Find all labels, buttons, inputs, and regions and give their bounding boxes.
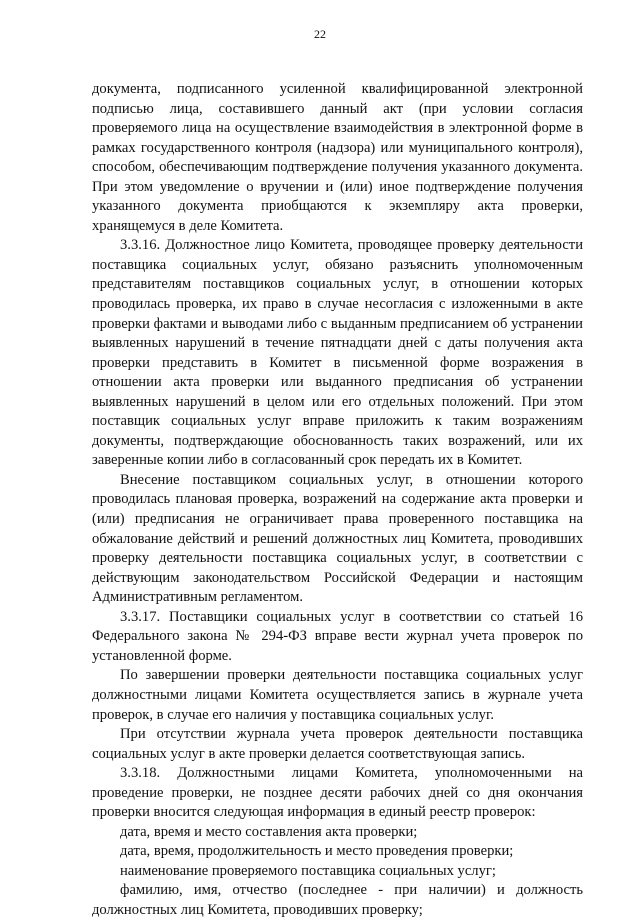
paragraph-no-journal: При отсутствии журнала учета проверок деятельности поставщика социальных услуг в акте проверки делается соответствующая запись.: [92, 726, 583, 762]
paragraph-continuation: документа, подписанного усиленной квалифицированной электронной подписью лица, составившего данный акт (при условии согласия проверяемого лица на осуществление взаимодействия в электронной форме в рамках государственного контроля (надзора) или муниципального контроля), способом, обеспечивающим подтверждение получения указанного документа. При этом уведомление о вручении и (или) иное подтверждение получения указанного документа приобщаются к экземпляру акта проверки, хранящемуся в деле Комитета.: [92, 81, 583, 234]
paragraph-3-3-16: 3.3.16. Должностное лицо Комитета, проводящее проверку деятельности поставщика социальных услуг, обязано разъяснить уполномоченным представителям поставщиков социальных услуг, в отношении которых проводилась проверка, их право в случае несогласия с изложенными в акте проверки фактами и выводами либо с выданным предписанием об устранении выявленных нарушений в течение пятнадцати дней с даты получения акта проверки представить в Комитет в письменной форме возражения в отношении акта проверки или выданного предписания об устранении выявленных нарушений в целом или его отдельных положений. При этом поставщик социальных услуг вправе приложить к таким возражениям документы, подтверждающие обоснованность таких возражений, или их заверенные копии либо в согласованный срок передать их в Комитет.: [92, 237, 583, 469]
list-item-act-date: дата, время и место составления акта проверки;: [120, 823, 418, 840]
paragraph-journal-entry: По завершении проверки деятельности поставщика социальных услуг должностными лицами Комитета осуществляется запись в журнале учета проверок, в случае его наличия у поставщика социальных услуг.: [92, 667, 583, 723]
list-item-provider-name: наименование проверяемого поставщика социальных услуг;: [120, 862, 496, 879]
page-number: 22: [314, 27, 326, 41]
list-item-officials: фамилию, имя, отчество (последнее - при наличии) и должность должностных лиц Комитета, проводивших проверку;: [92, 882, 583, 918]
paragraph-objections: Внесение поставщиком социальных услуг, в отношении которого проводилась плановая проверка, возражений на содержание акта проверки и (или) предписания не ограничивает права проверенного поставщика на обжалование действий и решений должностных лиц Комитета, проводивших проверку деятельности поставщика социальных услуг, в соответствии с действующим законодательством Российской Федерации и настоящим Административным регламентом.: [92, 471, 583, 606]
paragraph-3-3-18: 3.3.18. Должностными лицами Комитета, уполномоченными на проведение проверки, не позднее десяти рабочих дней со дня окончания проверки вносится следующая информация в единый реестр проверок:: [92, 765, 583, 821]
list-item-inspection-date: дата, время, продолжительность и место проведения проверки;: [120, 843, 514, 860]
document-body: [92, 80, 583, 921]
paragraph-3-3-17: 3.3.17. Поставщики социальных услуг в соответствии со статьей 16 Федерального закона № 294-ФЗ вправе вести журнал учета проверок по установленной форме.: [92, 608, 583, 664]
